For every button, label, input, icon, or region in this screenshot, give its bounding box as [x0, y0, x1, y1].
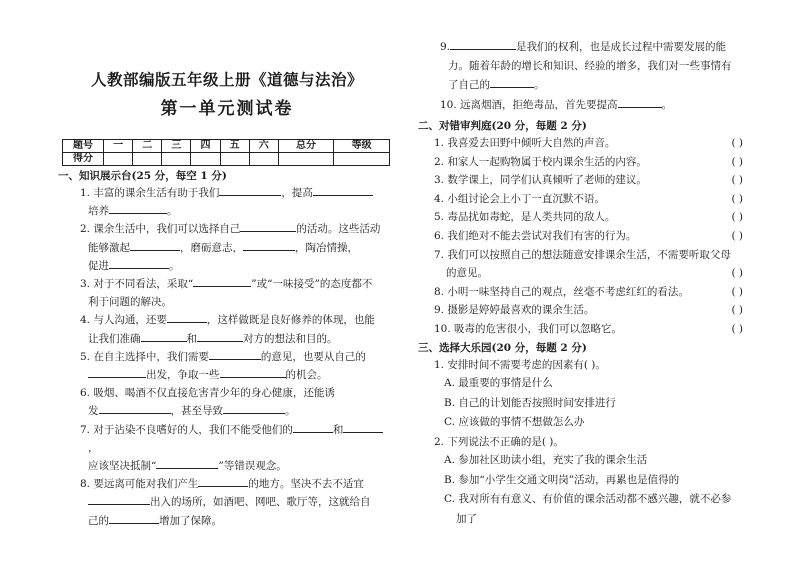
choice-option[interactable]: A. 最重要的事情是什么: [444, 377, 553, 390]
judge-item: 5. 毒品扰如毒蛇，是人类共同的敌人。 ( ): [422, 208, 757, 227]
score-cell[interactable]: [220, 153, 249, 166]
answer-blank[interactable]: [109, 257, 169, 269]
question-7: 7. 对于沾染不良嗜好的人，我们不能受他们的 和， 应该坚决抵制“ ”等错误观念。: [62, 421, 392, 476]
choice-option[interactable]: A. 参加社区助读小组，充实了我的课余生活: [444, 454, 648, 467]
answer-blank[interactable]: [130, 239, 180, 251]
answer-blank[interactable]: [167, 311, 207, 323]
score-row-label: 得分: [63, 153, 104, 166]
question-10: 10. 远离烟酒，拒绝毒品，首先要提高 。: [422, 96, 757, 115]
score-header-cell: 总分: [278, 140, 334, 153]
choice-option[interactable]: C. 应该做的事情不想做怎么办: [444, 416, 585, 429]
choice-option[interactable]: B. 参加“小学生交通文明岗”活动，再累也是值得的: [444, 473, 680, 486]
answer-blank[interactable]: [220, 366, 286, 378]
score-table-header-row: [63, 140, 390, 153]
page-title: 人教部编版五年级上册《道德与法治》: [90, 70, 363, 89]
section-heading-1: 一、知识展示台(25 分，每空 1 分): [58, 170, 227, 182]
score-header-cell: 四: [191, 140, 220, 153]
question-4: 4. 与人沟通，还要 ，这样做既是良好修养的体现，也能 让我们准确 和 对方的想法和目的。: [62, 311, 392, 347]
choice-option[interactable]: B. 自己的计划能否按照时间安排进行: [444, 396, 616, 409]
answer-blank[interactable]: [313, 184, 373, 196]
score-cell[interactable]: [249, 153, 278, 166]
judge-item: 10. 吸毒的危害很小，我们可以忽略它。 ( ): [422, 320, 757, 339]
answer-blank[interactable]: [109, 512, 159, 524]
answer-paren[interactable]: ( ): [731, 322, 743, 335]
score-cell[interactable]: [104, 153, 133, 166]
answer-blank[interactable]: [198, 475, 248, 487]
answer-paren[interactable]: ( ): [731, 192, 743, 205]
answer-blank[interactable]: [156, 457, 218, 469]
score-header-cell: 等级: [334, 140, 390, 153]
score-header-cell: 三: [162, 140, 191, 153]
answer-blank[interactable]: [618, 96, 662, 108]
answer-blank[interactable]: [223, 402, 285, 414]
question-9: 9. 是我们的权利，也是成长过程中需要发展的能 力。随着年龄的增长和知识、经验的增多，我们对一些事情有 了自己的 。: [422, 38, 757, 95]
section-heading-3: 三、选择大乐园(20 分，每题 2 分): [418, 341, 587, 354]
answer-blank[interactable]: [219, 184, 281, 196]
answer-paren[interactable]: ( ): [731, 174, 743, 187]
answer-paren[interactable]: ( ): [731, 285, 743, 298]
answer-blank[interactable]: [293, 421, 333, 433]
judge-item: 4. 小组讨论会上小丁一直沉默不语。 ( ): [422, 190, 757, 209]
score-header-cell: 一: [104, 140, 133, 153]
answer-paren[interactable]: ( ): [731, 137, 743, 149]
judge-item: 7. 我们可以按照自己的想法随意安排课余生活，不需要听取父母: [434, 248, 731, 261]
answer-blank[interactable]: [343, 421, 383, 433]
answer-blank[interactable]: [193, 275, 251, 287]
judge-item: 9. 摄影是婷婷最喜欢的课余生活。 ( ): [422, 301, 757, 320]
question-6: 6. 吸烟、喝酒不仅直接危害青少年的身心健康，还能诱 发 ，甚至导致 。: [80, 387, 335, 418]
score-table-score-row: [63, 153, 390, 166]
judge-item-continuation: 的意见。 ( ): [422, 264, 757, 283]
score-cell[interactable]: [162, 153, 191, 166]
judge-item: 2. 和家人一起购物属于校内课余生活的内容。 ( ): [422, 153, 757, 172]
left-column: [58, 70, 392, 530]
score-cell[interactable]: [278, 153, 334, 166]
question-3: 3. 对于不同看法，采取“ ”或“一味接受”的态度都不 利于问题的解决。: [62, 275, 392, 311]
answer-blank[interactable]: [243, 239, 295, 251]
answer-blank[interactable]: [88, 493, 150, 505]
answer-blank[interactable]: [209, 348, 261, 360]
right-column: [418, 38, 757, 529]
answer-paren[interactable]: ( ): [731, 211, 743, 224]
answer-blank[interactable]: [197, 330, 243, 342]
answer-blank[interactable]: [88, 366, 146, 378]
answer-blank[interactable]: [141, 330, 187, 342]
answer-paren[interactable]: ( ): [731, 229, 743, 242]
question-5: 5. 在自主选择中，我们需要 的意见，也要从自己的 出发，争取一些 的机会。: [62, 348, 392, 384]
score-cell[interactable]: [191, 153, 220, 166]
judge-item: 1. 我喜爱去田野中倾听大自然的声音。 ( ): [422, 134, 757, 153]
judge-item: 3. 数学课上，同学们认真倾听了老师的建议。 ( ): [422, 171, 757, 190]
judge-item: 8. 小明一味坚持自己的观点，丝毫不考虑红红的看法。 ( ): [422, 283, 757, 302]
judge-item: 6. 我们绝对不能去尝试对我们有害的行为。 ( ): [422, 227, 757, 246]
question-1: 1. 丰富的课余生活有助于我们 ，提高 培养 。: [62, 184, 392, 220]
question-8: 8. 要远离可能对我们产生 的地方。坚决不去不适宜 出入的场所，如酒吧、网吧、歌厅等，这就给自 己的 增加了保障。: [62, 475, 392, 530]
section-heading-2: 二、对错审判庭(20 分，每题 2 分): [418, 120, 587, 132]
score-header-cell: 六: [249, 140, 278, 153]
choice-question-stem: 1. 安排时间不需要考虑的因素有( )。: [434, 358, 606, 371]
answer-paren[interactable]: ( ): [731, 304, 743, 317]
choice-option[interactable]: C. 我对所有有意义、有价值的课余活动都不感兴趣，就不必参 加了: [444, 493, 732, 525]
score-cell[interactable]: [334, 153, 390, 166]
page-subtitle: 第一单元测试卷: [160, 99, 294, 119]
answer-paren[interactable]: ( ): [731, 155, 743, 168]
answer-blank[interactable]: [490, 76, 534, 88]
answer-blank[interactable]: [99, 402, 171, 414]
question-2: 2. 课余生活中，我们可以选择自己 的活动。这些活动 能够激起 ，磨砺意志， ，陶冶情操， 促进 。: [62, 220, 392, 275]
answer-blank[interactable]: [450, 38, 516, 50]
answer-blank[interactable]: [240, 220, 296, 232]
score-header-cell: 题号: [63, 140, 104, 153]
score-cell[interactable]: [133, 153, 162, 166]
answer-paren[interactable]: ( ): [731, 267, 743, 280]
choice-question-stem: 2. 下列说法不正确的是( )。: [434, 435, 564, 448]
answer-blank[interactable]: [109, 202, 167, 214]
score-header-cell: 五: [220, 140, 249, 153]
score-table: [62, 139, 390, 166]
score-header-cell: 二: [133, 140, 162, 153]
